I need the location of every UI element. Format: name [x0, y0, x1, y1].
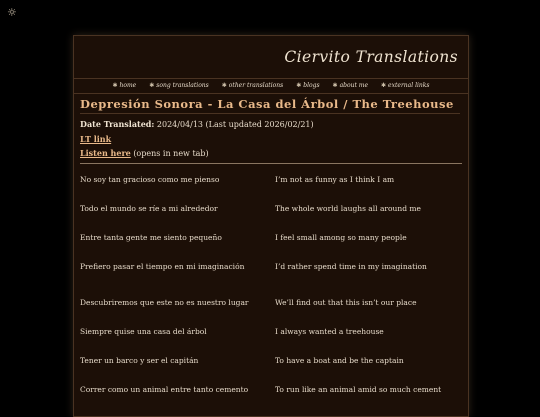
lyric-original: Prefiero pasar el tiempo en mi imaginación — [80, 262, 245, 271]
nav-external-links[interactable] — [381, 79, 429, 93]
nav-label: song translations — [156, 82, 209, 89]
nav-label: external links — [388, 82, 430, 89]
lyric-original: Tener un barco y ser el capitán — [80, 356, 199, 365]
lyric-original: Correr como un animal entre tanto cemento — [80, 385, 249, 394]
lyric-translation: I’m not as funny as I think I am — [275, 175, 395, 184]
lyric-translation: The whole world laughs all around me — [275, 204, 421, 213]
lyric-translation: I feel small among so many people — [275, 233, 407, 242]
content-panel — [73, 35, 469, 417]
nav-other-translations[interactable] — [222, 79, 283, 93]
nav-blogs[interactable] — [296, 79, 319, 93]
lyric-translation: To run like an animal amid so much cement — [275, 385, 442, 394]
star-icon: ✱ — [221, 82, 227, 89]
star-icon: ✱ — [296, 82, 302, 89]
nav-about-me[interactable] — [333, 79, 368, 93]
star-icon: ✱ — [112, 82, 118, 89]
nav-bar — [74, 78, 468, 94]
date-label: Date Translated: — [80, 119, 155, 129]
listen-link[interactable]: Listen here — [80, 148, 131, 158]
site-title[interactable]: Ciervito Translations — [284, 48, 458, 66]
star-icon: ✱ — [332, 82, 338, 89]
lyric-original: No soy tan gracioso como me pienso — [80, 175, 220, 184]
song-title: Depresión Sonora - La Casa del Árbol / The Treehouse — [80, 97, 460, 114]
nav-label: blogs — [303, 82, 320, 89]
nav-label: home — [119, 82, 137, 89]
sun-icon[interactable]: ☼ — [7, 6, 17, 19]
lyric-translation: I’d rather spend time in my imagination — [275, 262, 427, 271]
lt-line — [80, 134, 111, 144]
lyric-translation: We’ll find out that this isn’t our place — [275, 298, 417, 307]
lt-link[interactable]: LT link — [80, 134, 112, 144]
lyric-translation: I always wanted a treehouse — [275, 327, 384, 336]
date-value: 2024/04/13 (Last updated 2026/02/21) — [156, 120, 314, 129]
nav-song-translations[interactable] — [149, 79, 209, 93]
nav-label: other translations — [228, 82, 284, 89]
nav-home[interactable] — [112, 79, 136, 93]
lyric-original: Descubriremos que este no es nuestro lugar — [80, 298, 249, 307]
star-icon: ✱ — [149, 82, 155, 89]
lyric-original: Entre tanta gente me siento pequeño — [80, 233, 222, 242]
listen-line — [80, 148, 209, 158]
nav-label: about me — [339, 82, 369, 89]
divider — [80, 163, 462, 164]
lyric-original: Siempre quise una casa del árbol — [80, 327, 207, 336]
lyric-original: Todo el mundo se ríe a mi alrededor — [80, 204, 218, 213]
lyric-translation: To have a boat and be the captain — [275, 356, 404, 365]
date-line — [80, 119, 314, 129]
listen-note: (opens in new tab) — [133, 149, 209, 158]
star-icon: ✱ — [381, 82, 387, 89]
